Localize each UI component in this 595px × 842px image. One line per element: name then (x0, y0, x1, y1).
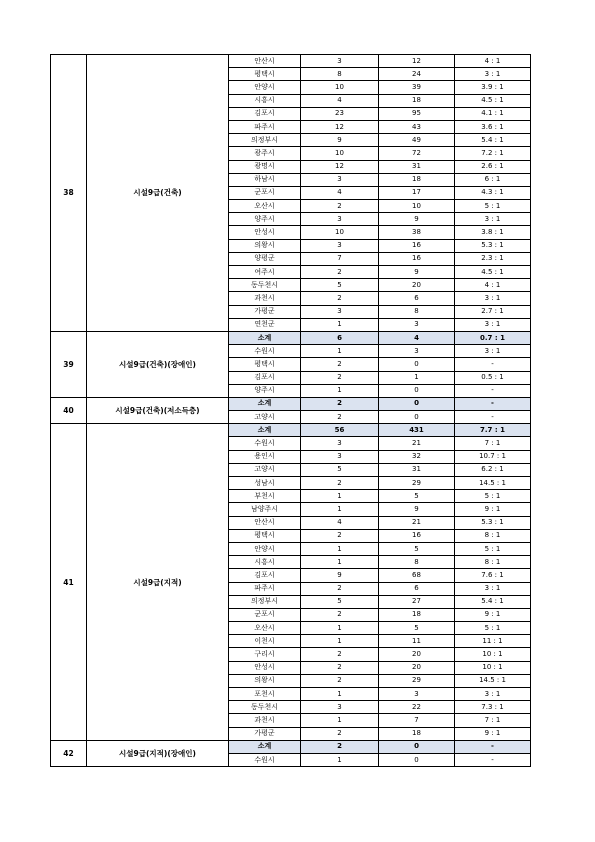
ratio-cell: 3.6 : 1 (455, 120, 531, 133)
ratio-cell: 0.5 : 1 (455, 371, 531, 384)
positions-cell: 3 (301, 213, 379, 226)
city-cell: 과천시 (229, 714, 301, 727)
ratio-cell: - (455, 358, 531, 371)
ratio-cell: 5 : 1 (455, 542, 531, 555)
ratio-cell: 10.7 : 1 (455, 450, 531, 463)
city-cell: 고양시 (229, 411, 301, 424)
positions-cell: 3 (301, 701, 379, 714)
city-cell: 과천시 (229, 292, 301, 305)
positions-cell: 9 (301, 134, 379, 147)
city-cell: 남양주시 (229, 503, 301, 516)
applicants-cell: 0 (379, 358, 455, 371)
city-cell: 이천시 (229, 635, 301, 648)
city-cell: 수원시 (229, 437, 301, 450)
city-cell: 양주시 (229, 384, 301, 397)
applicants-cell: 21 (379, 516, 455, 529)
applicants-cell: 21 (379, 437, 455, 450)
ratio-cell: - (455, 411, 531, 424)
applicants-cell: 0 (379, 740, 455, 753)
positions-cell: 56 (301, 424, 379, 437)
ratio-cell: 5.4 : 1 (455, 134, 531, 147)
city-cell: 동두천시 (229, 701, 301, 714)
positions-cell: 1 (301, 556, 379, 569)
positions-cell: 2 (301, 674, 379, 687)
table-row (51, 55, 531, 68)
group-title: 시설9급(건축)(장애인) (87, 331, 229, 397)
ratio-cell: 0.7 : 1 (455, 331, 531, 344)
applicants-cell: 31 (379, 160, 455, 173)
ratio-cell: 8 : 1 (455, 529, 531, 542)
city-cell: 광주시 (229, 147, 301, 160)
applicants-cell: 5 (379, 622, 455, 635)
positions-cell: 6 (301, 331, 379, 344)
ratio-cell: 9 : 1 (455, 727, 531, 740)
city-cell: 양평군 (229, 252, 301, 265)
ratio-cell: 7 : 1 (455, 437, 531, 450)
city-cell: 성남시 (229, 477, 301, 490)
positions-cell: 10 (301, 226, 379, 239)
group-number: 41 (51, 424, 87, 741)
positions-cell: 23 (301, 107, 379, 120)
ratio-cell: 2.3 : 1 (455, 252, 531, 265)
positions-cell: 3 (301, 173, 379, 186)
positions-cell: 2 (301, 371, 379, 384)
positions-cell: 1 (301, 635, 379, 648)
applicants-cell: 39 (379, 81, 455, 94)
ratio-cell: 3 : 1 (455, 318, 531, 331)
subtotal-row (51, 397, 531, 410)
city-cell: 오산시 (229, 622, 301, 635)
applicants-cell: 20 (379, 661, 455, 674)
city-cell: 안산시 (229, 55, 301, 68)
applicants-cell: 3 (379, 318, 455, 331)
city-cell: 고양시 (229, 463, 301, 476)
positions-cell: 5 (301, 279, 379, 292)
positions-cell: 1 (301, 318, 379, 331)
positions-cell: 9 (301, 569, 379, 582)
ratio-cell: 3 : 1 (455, 292, 531, 305)
ratio-cell: 5.3 : 1 (455, 516, 531, 529)
city-cell: 양주시 (229, 213, 301, 226)
ratio-cell: 6 : 1 (455, 173, 531, 186)
city-cell: 의왕시 (229, 239, 301, 252)
ratio-cell: 7.7 : 1 (455, 424, 531, 437)
city-cell: 의왕시 (229, 674, 301, 687)
city-cell: 여주시 (229, 266, 301, 279)
positions-cell: 10 (301, 147, 379, 160)
applicants-cell: 49 (379, 134, 455, 147)
positions-cell: 4 (301, 186, 379, 199)
applicants-cell: 5 (379, 542, 455, 555)
ratio-cell: 3.8 : 1 (455, 226, 531, 239)
positions-cell: 2 (301, 397, 379, 410)
positions-cell: 2 (301, 411, 379, 424)
ratio-cell: 3 : 1 (455, 68, 531, 81)
city-cell: 수원시 (229, 345, 301, 358)
city-cell: 소계 (229, 397, 301, 410)
city-cell: 안성시 (229, 226, 301, 239)
ratio-cell: 2.6 : 1 (455, 160, 531, 173)
city-cell: 파주시 (229, 120, 301, 133)
positions-cell: 2 (301, 608, 379, 621)
ratio-cell: 5 : 1 (455, 200, 531, 213)
city-cell: 김포시 (229, 371, 301, 384)
applicants-cell: 8 (379, 305, 455, 318)
ratio-cell: 14.5 : 1 (455, 674, 531, 687)
subtotal-row (51, 331, 531, 344)
applicants-cell: 4 (379, 331, 455, 344)
positions-cell: 3 (301, 55, 379, 68)
city-cell: 평택시 (229, 68, 301, 81)
ratio-cell: 3 : 1 (455, 688, 531, 701)
positions-cell: 2 (301, 661, 379, 674)
applicants-cell: 29 (379, 674, 455, 687)
positions-cell: 3 (301, 450, 379, 463)
applicants-cell: 95 (379, 107, 455, 120)
positions-cell: 1 (301, 503, 379, 516)
city-cell: 가평군 (229, 727, 301, 740)
positions-cell: 2 (301, 477, 379, 490)
city-cell: 소계 (229, 331, 301, 344)
city-cell: 김포시 (229, 107, 301, 120)
positions-cell: 3 (301, 239, 379, 252)
group-number: 38 (51, 55, 87, 332)
ratio-cell: 5 : 1 (455, 622, 531, 635)
ratio-cell: 7 : 1 (455, 714, 531, 727)
group-title: 시설9급(건축) (87, 55, 229, 332)
ratio-cell: 3.9 : 1 (455, 81, 531, 94)
ratio-cell: 3 : 1 (455, 345, 531, 358)
applicants-cell: 20 (379, 279, 455, 292)
applicants-cell: 16 (379, 252, 455, 265)
ratio-cell: 4 : 1 (455, 279, 531, 292)
city-cell: 수원시 (229, 753, 301, 766)
applicants-cell: 18 (379, 727, 455, 740)
ratio-cell: 14.5 : 1 (455, 477, 531, 490)
city-cell: 부천시 (229, 490, 301, 503)
subtotal-row (51, 424, 531, 437)
city-cell: 의정부시 (229, 134, 301, 147)
ratio-cell: 10 : 1 (455, 661, 531, 674)
city-cell: 동두천시 (229, 279, 301, 292)
city-cell: 소계 (229, 424, 301, 437)
group-number: 42 (51, 740, 87, 766)
positions-cell: 1 (301, 622, 379, 635)
positions-cell: 2 (301, 200, 379, 213)
ratio-cell: - (455, 384, 531, 397)
applicants-cell: 0 (379, 753, 455, 766)
ratio-cell: 4 : 1 (455, 55, 531, 68)
applicants-cell: 3 (379, 345, 455, 358)
positions-cell: 2 (301, 582, 379, 595)
applicants-cell: 8 (379, 556, 455, 569)
city-cell: 오산시 (229, 200, 301, 213)
applicants-cell: 431 (379, 424, 455, 437)
ratio-cell: 9 : 1 (455, 503, 531, 516)
applicants-cell: 0 (379, 411, 455, 424)
city-cell: 군포시 (229, 608, 301, 621)
applicants-cell: 27 (379, 595, 455, 608)
applicants-cell: 3 (379, 688, 455, 701)
positions-cell: 7 (301, 252, 379, 265)
applicants-cell: 11 (379, 635, 455, 648)
applicants-cell: 29 (379, 477, 455, 490)
city-cell: 안산시 (229, 516, 301, 529)
applicants-cell: 24 (379, 68, 455, 81)
applicants-cell: 0 (379, 397, 455, 410)
positions-cell: 2 (301, 266, 379, 279)
ratio-cell: 10 : 1 (455, 648, 531, 661)
positions-cell: 3 (301, 305, 379, 318)
ratio-cell: 4.5 : 1 (455, 266, 531, 279)
positions-cell: 1 (301, 345, 379, 358)
city-cell: 연천군 (229, 318, 301, 331)
applicants-cell: 72 (379, 147, 455, 160)
group-number: 39 (51, 331, 87, 397)
applicants-cell: 22 (379, 701, 455, 714)
ratio-cell: 3 : 1 (455, 213, 531, 226)
positions-cell: 1 (301, 384, 379, 397)
group-title: 시설9급(지적)(장애인) (87, 740, 229, 766)
positions-cell: 5 (301, 463, 379, 476)
subtotal-row (51, 740, 531, 753)
applicants-cell: 18 (379, 608, 455, 621)
table-body (51, 55, 531, 767)
applicants-cell: 18 (379, 94, 455, 107)
ratio-cell: 8 : 1 (455, 556, 531, 569)
group-number: 40 (51, 397, 87, 423)
positions-cell: 3 (301, 437, 379, 450)
city-cell: 군포시 (229, 186, 301, 199)
positions-cell: 4 (301, 94, 379, 107)
positions-cell: 1 (301, 542, 379, 555)
ratio-cell: 9 : 1 (455, 608, 531, 621)
city-cell: 포천시 (229, 688, 301, 701)
group-title: 시설9급(건축)(저소득층) (87, 397, 229, 423)
city-cell: 평택시 (229, 529, 301, 542)
applicants-cell: 20 (379, 648, 455, 661)
positions-cell: 2 (301, 740, 379, 753)
ratio-cell: 5 : 1 (455, 490, 531, 503)
city-cell: 구리시 (229, 648, 301, 661)
applicants-cell: 7 (379, 714, 455, 727)
applicants-cell: 1 (379, 371, 455, 384)
positions-cell: 12 (301, 160, 379, 173)
applicants-cell: 32 (379, 450, 455, 463)
applicants-cell: 43 (379, 120, 455, 133)
city-cell: 가평군 (229, 305, 301, 318)
ratio-cell: 4.5 : 1 (455, 94, 531, 107)
group-title: 시설9급(지적) (87, 424, 229, 741)
ratio-cell: 6.2 : 1 (455, 463, 531, 476)
competition-rate-table (50, 54, 531, 767)
positions-cell: 1 (301, 490, 379, 503)
applicants-cell: 10 (379, 200, 455, 213)
city-cell: 평택시 (229, 358, 301, 371)
positions-cell: 2 (301, 529, 379, 542)
ratio-cell: 7.3 : 1 (455, 701, 531, 714)
applicants-cell: 31 (379, 463, 455, 476)
city-cell: 안양시 (229, 542, 301, 555)
positions-cell: 2 (301, 727, 379, 740)
positions-cell: 2 (301, 358, 379, 371)
applicants-cell: 16 (379, 529, 455, 542)
positions-cell: 8 (301, 68, 379, 81)
positions-cell: 10 (301, 81, 379, 94)
applicants-cell: 0 (379, 384, 455, 397)
applicants-cell: 6 (379, 582, 455, 595)
ratio-cell: - (455, 397, 531, 410)
positions-cell: 2 (301, 292, 379, 305)
ratio-cell: 3 : 1 (455, 582, 531, 595)
ratio-cell: 5.3 : 1 (455, 239, 531, 252)
applicants-cell: 9 (379, 503, 455, 516)
city-cell: 소계 (229, 740, 301, 753)
city-cell: 안양시 (229, 81, 301, 94)
applicants-cell: 12 (379, 55, 455, 68)
applicants-cell: 9 (379, 266, 455, 279)
applicants-cell: 9 (379, 213, 455, 226)
ratio-cell: - (455, 740, 531, 753)
city-cell: 시흥시 (229, 556, 301, 569)
applicants-cell: 38 (379, 226, 455, 239)
ratio-cell: 11 : 1 (455, 635, 531, 648)
positions-cell: 1 (301, 753, 379, 766)
city-cell: 광명시 (229, 160, 301, 173)
city-cell: 안성시 (229, 661, 301, 674)
city-cell: 김포시 (229, 569, 301, 582)
city-cell: 의정부시 (229, 595, 301, 608)
ratio-cell: 4.1 : 1 (455, 107, 531, 120)
ratio-cell: 7.6 : 1 (455, 569, 531, 582)
ratio-cell: 4.3 : 1 (455, 186, 531, 199)
city-cell: 시흥시 (229, 94, 301, 107)
positions-cell: 1 (301, 714, 379, 727)
positions-cell: 4 (301, 516, 379, 529)
ratio-cell: 2.7 : 1 (455, 305, 531, 318)
ratio-cell: 5.4 : 1 (455, 595, 531, 608)
ratio-cell: - (455, 753, 531, 766)
applicants-cell: 16 (379, 239, 455, 252)
applicants-cell: 18 (379, 173, 455, 186)
ratio-cell: 7.2 : 1 (455, 147, 531, 160)
positions-cell: 5 (301, 595, 379, 608)
positions-cell: 2 (301, 648, 379, 661)
positions-cell: 1 (301, 688, 379, 701)
city-cell: 용인시 (229, 450, 301, 463)
applicants-cell: 5 (379, 490, 455, 503)
positions-cell: 12 (301, 120, 379, 133)
applicants-cell: 17 (379, 186, 455, 199)
city-cell: 하남시 (229, 173, 301, 186)
city-cell: 파주시 (229, 582, 301, 595)
applicants-cell: 68 (379, 569, 455, 582)
applicants-cell: 6 (379, 292, 455, 305)
